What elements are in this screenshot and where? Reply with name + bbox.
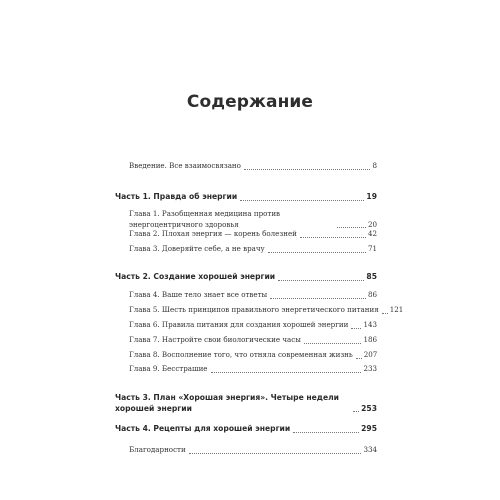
- toc-entry-page: 8: [372, 161, 377, 170]
- toc-entry-part-3[interactable]: [115, 393, 377, 414]
- toc-entry-acknowledgements[interactable]: [129, 445, 377, 456]
- toc-entry-title: Глава 2. Плохая энергия — корень болезней: [129, 229, 297, 238]
- toc-entry-chapter-9[interactable]: [129, 364, 377, 375]
- toc-entry-title: Глава 5. Шесть принципов правильного энергетического питания: [129, 305, 379, 314]
- toc-leader-dots: [268, 252, 366, 253]
- toc-entry-chapter-7[interactable]: [129, 335, 377, 346]
- toc-entry-title: Глава 3. Доверяйте себе, а не врачу: [129, 244, 265, 253]
- toc-entry-title: Часть 1. Правда об энергии: [115, 192, 238, 201]
- toc-leader-dots: [382, 313, 388, 314]
- toc-leader-dots: [240, 200, 364, 201]
- toc-leader-dots: [270, 298, 366, 299]
- toc-entry-page: 86: [367, 290, 377, 299]
- toc-entry-part-1[interactable]: [115, 192, 377, 203]
- toc-entry-title: Глава 9. Бесстрашие: [129, 364, 208, 373]
- toc-entry-page: 71: [367, 244, 377, 253]
- toc-entry-introduction[interactable]: [129, 161, 377, 172]
- toc-entry-page: 186: [363, 335, 377, 344]
- page-title: Содержание: [186, 92, 314, 112]
- toc-leader-dots: [353, 411, 359, 412]
- toc-entry-page: 334: [363, 445, 377, 454]
- toc-entry-chapter-6[interactable]: [129, 320, 377, 331]
- toc-entry-part-4[interactable]: [115, 424, 377, 435]
- toc-entry-page: 143: [363, 320, 377, 329]
- toc-entry-chapter-8[interactable]: [129, 350, 377, 361]
- toc-leader-dots: [211, 372, 362, 373]
- toc-entry-page: 207: [363, 350, 378, 359]
- toc-entry-title: Часть 2. Создание хорошей энергии: [115, 272, 276, 281]
- toc-leader-dots: [351, 328, 361, 329]
- toc-entry-chapter-5[interactable]: [129, 305, 404, 316]
- toc-entry-title: Часть 4. Рецепты для хорошей энергии: [115, 424, 291, 433]
- toc-entry-title: Введение. Все взаимосвязано: [129, 161, 241, 170]
- toc-entry-page: 85: [366, 272, 377, 281]
- toc-entry-chapter-3[interactable]: [129, 244, 377, 255]
- toc-entry-title: Глава 8. Восполнение того, что отняла современная жизнь: [129, 350, 353, 359]
- toc-entry-title: Благодарности: [129, 445, 186, 454]
- toc-entry-page: 295: [361, 424, 377, 433]
- toc-leader-dots: [189, 453, 362, 454]
- toc-leader-dots: [293, 432, 359, 433]
- toc-entry-title: Глава 7. Настройте свои биологические часы: [129, 335, 301, 344]
- toc-entry-title: Глава 6. Правила питания для создания хорошей энергии: [129, 320, 349, 329]
- toc-entry-part-2[interactable]: [115, 272, 377, 283]
- toc-leader-dots: [337, 227, 366, 228]
- toc-entry-title: Глава 1. Разобщенная медицина против энергоцентричного здоровья: [129, 209, 281, 229]
- toc-entry-page: 42: [367, 229, 377, 238]
- toc-leader-dots: [304, 343, 362, 344]
- toc-entry-chapter-4[interactable]: [129, 290, 377, 301]
- toc-entry-page: 20: [367, 219, 377, 229]
- toc-entry-page: 233: [363, 364, 377, 373]
- toc-leader-dots: [300, 237, 366, 238]
- toc-leader-dots: [356, 358, 362, 359]
- toc-leader-dots: [278, 280, 364, 281]
- toc-entry-page: 121: [389, 305, 404, 314]
- toc-entry-title: Глава 4. Ваше тело знает все ответы: [129, 290, 268, 299]
- toc-entry-page: 19: [366, 192, 377, 201]
- toc-entry-title: Часть 3. План «Хорошая энергия». Четыре недели хорошей энергии: [115, 393, 339, 413]
- toc-entry-page: 253: [361, 403, 377, 413]
- toc-entry-chapter-2[interactable]: [129, 229, 377, 240]
- toc-leader-dots: [244, 169, 371, 170]
- toc-entry-chapter-1[interactable]: [129, 209, 377, 230]
